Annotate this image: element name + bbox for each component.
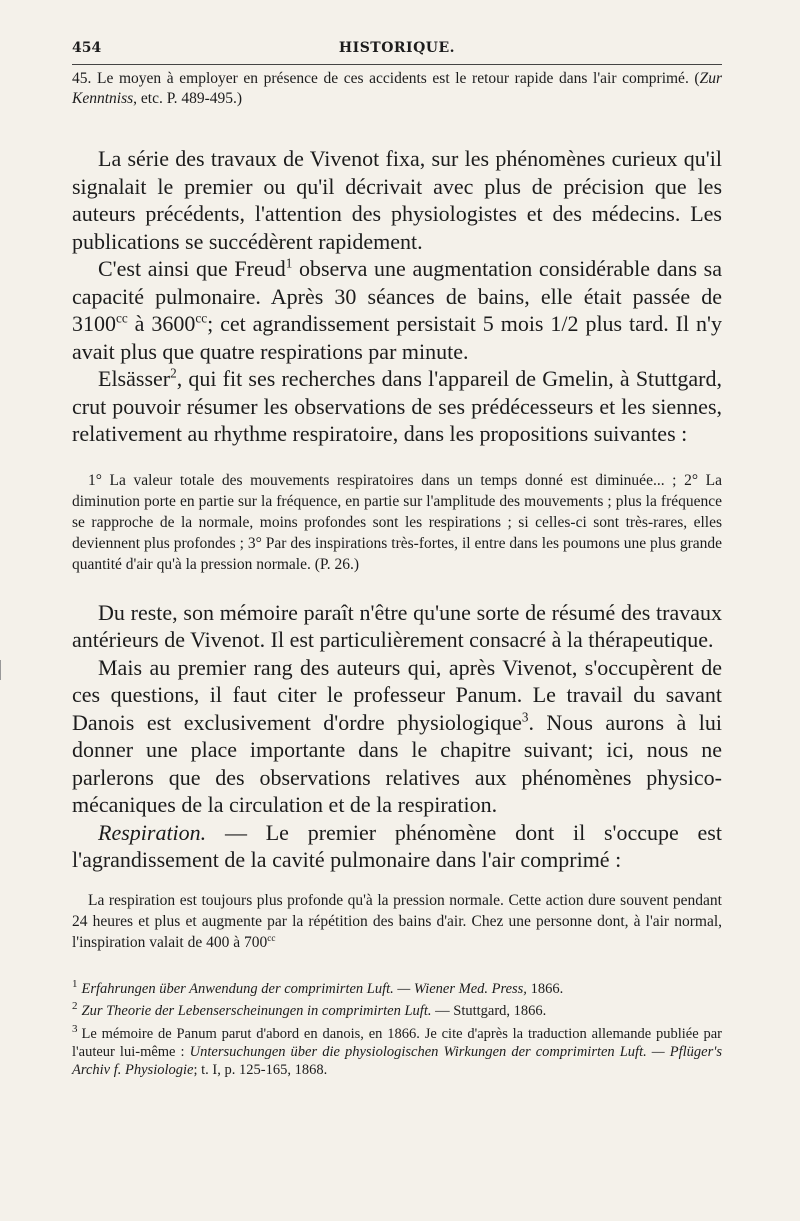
footnotes [72, 975, 722, 1079]
note-45-text: Le moyen à employer en présence de ces accidents est le retour rapide dans l'air comprimé. ( [91, 70, 700, 87]
paragraph-vivenot: La série des travaux de Vivenot fixa, sur les phénomènes curieux qu'il signalait le premier ou qu'il décrivait avec plus de précision que les auteurs précédents, l'attention des physiologistes et des médecins. Les publications se succédèrent rapidement. [72, 146, 722, 254]
note-45 [72, 69, 722, 109]
scan-mark [0, 660, 1, 680]
freud-text-c: à 3600 [127, 311, 196, 336]
unit-cc: cc [267, 933, 276, 944]
footnote-3-text: Le mémoire de Panum parut d'abord en danois, en 1866. Je cite d'après la traduction allemande publiée par l'auteur lui-même : [72, 1025, 722, 1060]
paragraph-elsasser [72, 365, 722, 448]
footnote-1-year: 1866. [526, 980, 564, 997]
quote-panum [72, 890, 722, 953]
elsasser-text-b: , qui fit ses recherches dans l'appareil de Gmelin, à Stuttgard, crut pouvoir résumer les observations de ses prédécesseurs et les siennes, relativement au rhythme respiratoire, dans les propositions suivantes : [72, 366, 722, 446]
note-45-citation-rest: , etc. P. 489-495.) [133, 90, 243, 107]
footnote-ref-3: 3 [521, 709, 529, 725]
footnote-1-mark: 1 [72, 977, 78, 990]
footnote-1 [72, 975, 722, 998]
elsasser-text-a: Elsässer [98, 366, 171, 391]
unit-cc: cc [195, 310, 208, 326]
footnote-3 [72, 1020, 722, 1079]
paragraph-respiration [72, 819, 722, 874]
freud-text-a: C'est ainsi que Freud [98, 256, 286, 281]
page-number: 454 [72, 40, 102, 56]
respiration-text: — Le premier phénomène dont il s'occupe est l'agrandissement de la cavité pulmonaire dans l'air comprimé : [72, 819, 722, 872]
footnote-3-mark: 3 [72, 1023, 78, 1036]
paragraph-du-reste: Du reste, son mémoire paraît n'être qu'une sorte de résumé des travaux antérieurs de Vivenot. Il est particulièrement consacré à la thérapeutique. [72, 599, 722, 652]
footnote-2-place: — Stuttgard, 1866. [431, 1003, 547, 1020]
footnote-3-ref: ; t. I, p. 125-165, 1868. [193, 1061, 328, 1078]
footnote-2-title: Zur Theorie der Lebenserscheinungen in comprimirten Luft. [81, 1003, 432, 1020]
freud-text-d: ; cet agrandissement persistait 5 mois 1/2 plus tard. Il n'y avait plus que quatre respirations par minute. [72, 311, 722, 364]
freud-text-b: observa une augmentation considérable dans sa capacité pulmonaire. Après 30 séances de bains, elle était passée de 3100 [72, 256, 723, 336]
footnote-2 [72, 997, 722, 1020]
running-head [72, 40, 722, 65]
running-head-title: HISTORIQUE. [338, 40, 456, 56]
book-page [72, 40, 722, 1079]
unit-cc: cc [116, 310, 128, 326]
note-45-citation: Zur Kenntniss [72, 70, 722, 107]
footnote-3-title: Untersuchungen über die physiologischen Wirkungen der comprimirten Luft. — Pflüger's Archiv f. Physiologie [72, 1043, 722, 1078]
footnote-ref-1: 1 [285, 255, 293, 271]
quote-panum-text: La respiration est toujours plus profonde qu'à la pression normale. Cette action dure souvent pendant 24 heures et plus et augmente par la répétition des bains d'air. Chez une personne dont, à l'air normal, l'inspiration valait de 400 à 700 [72, 891, 722, 951]
footnote-2-mark: 2 [72, 1000, 78, 1013]
panum-text-a: Mais au premier rang des auteurs qui, après Vivenot, s'occupèrent de ces questions, il faut citer le professeur Panum. Le travail du savant Danois est exclusivement d'ordre physiologique [72, 654, 722, 735]
note-45-number: 45. [72, 70, 92, 87]
paragraph-freud [72, 255, 722, 365]
panum-text-b: . Nous aurons à lui donner une place importante dans le chapitre suivant; ici, nous ne parlerons que des observations relatives aux phénomènes physico-mécaniques de la circulation et de la respiration. [72, 709, 722, 817]
paragraph-panum [72, 654, 722, 819]
footnote-ref-2: 2 [170, 365, 177, 381]
section-run-in-heading: Respiration. [98, 819, 207, 845]
quote-elsasser: 1° La valeur totale des mouvements respiratoires dans un temps donné est diminuée... ; 2° La diminution porte en partie sur la fréquence, en partie sur l'amplitude des mouvements ; plus la fréquence se rapproche de la normale, moins profondes sont les respirations ; si celles-ci sont très-rares, elles deviennent plus profondes ; 3° Par des inspirations très-fortes, il entre dans les poumons une plus grande quantité d'air qu'à la pression normale. (P. 26.) [72, 471, 722, 573]
footnote-1-title: Erfahrungen über Anwendung der comprimirten Luft. — Wiener Med. Press, [81, 980, 527, 997]
